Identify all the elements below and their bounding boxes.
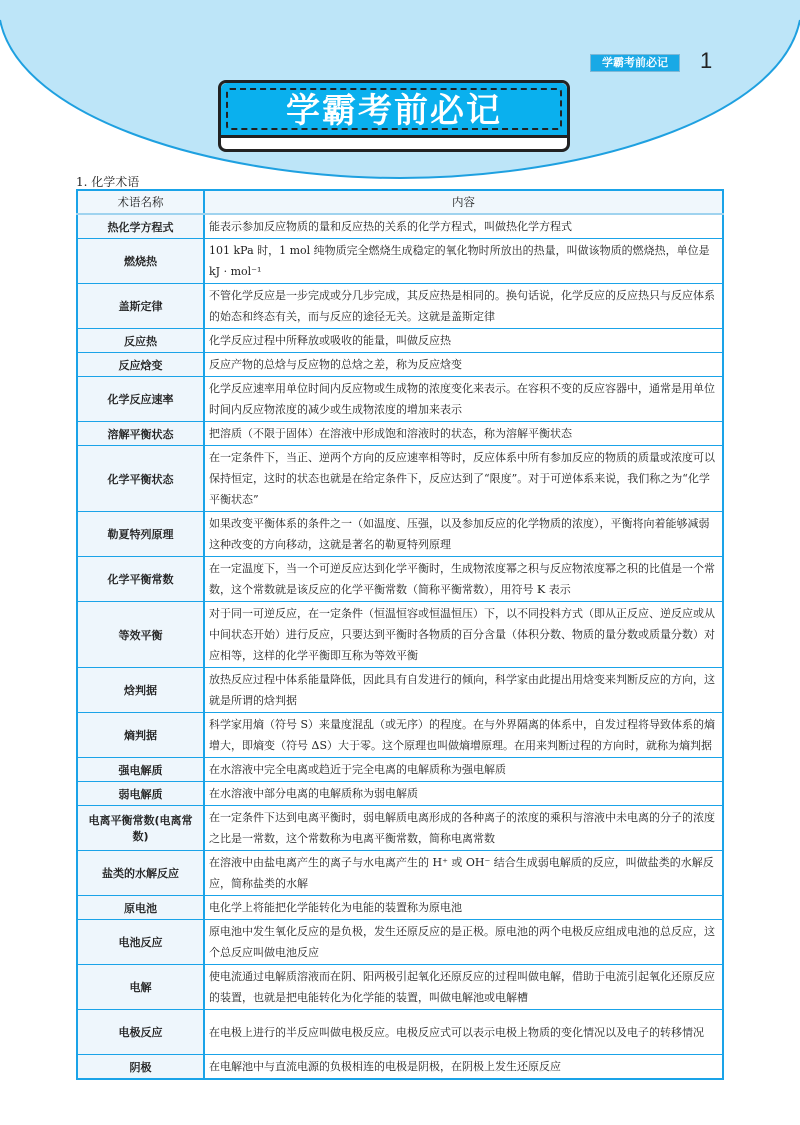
term-name: 焓判据 <box>77 668 204 713</box>
term-content: 原电池中发生氧化反应的是负极，发生还原反应的是正极。原电池的两个电极反应组成电池的总反应，这个总反应叫做电池反应 <box>204 920 723 965</box>
term-content: 如果改变平衡体系的条件之一（如温度、压强，以及参加反应的化学物质的浓度），平衡将向着能够减弱这种改变的方向移动，这就是著名的勒夏特列原理 <box>204 512 723 557</box>
table-row <box>77 668 723 713</box>
term-content: 化学反应速率用单位时间内反应物或生成物的浓度变化来表示。在容积不变的反应容器中，通常是用单位时间内反应物浓度的减少或生成物浓度的增加来表示 <box>204 377 723 422</box>
term-name: 电解 <box>77 965 204 1010</box>
term-name: 弱电解质 <box>77 782 204 806</box>
page-title: 学霸考前必记 <box>226 88 562 130</box>
term-name: 化学平衡常数 <box>77 557 204 602</box>
term-name: 熵判据 <box>77 713 204 758</box>
term-name: 溶解平衡状态 <box>77 422 204 446</box>
table-header <box>77 190 723 214</box>
term-content: 在溶液中由盐电离产生的离子与水电离产生的 H⁺ 或 OH⁻ 结合生成弱电解质的反应，叫做盐类的水解反应，简称盐类的水解 <box>204 851 723 896</box>
term-name: 热化学方程式 <box>77 214 204 239</box>
term-name: 化学反应速率 <box>77 377 204 422</box>
term-content: 101 kPa 时，1 mol 纯物质完全燃烧生成稳定的氧化物时所放出的热量，叫做该物质的燃烧热，单位是 kJ · mol⁻¹ <box>204 239 723 284</box>
term-content: 不管化学反应是一步完成或分几步完成，其反应热是相同的。换句话说，化学反应的反应热只与反应体系的始态和终态有关，而与反应的途径无关。这就是盖斯定律 <box>204 284 723 329</box>
term-name: 原电池 <box>77 896 204 920</box>
table-row <box>77 806 723 851</box>
term-name: 反应焓变 <box>77 353 204 377</box>
term-name: 化学平衡状态 <box>77 446 204 512</box>
column-header-term: 术语名称 <box>77 190 204 214</box>
page-number: 1 <box>700 48 713 73</box>
term-content: 对于同一可逆反应，在一定条件（恒温恒容或恒温恒压）下，以不同投料方式（即从正反应、逆反应或从中间状态开始）进行反应，只要达到平衡时各物质的百分含量（体积分数、物质的量分数或质量分数）对应相等，这样的化学平衡即互称为等效平衡 <box>204 602 723 668</box>
section-tag: 学霸考前必记 <box>590 54 680 72</box>
term-name: 电极反应 <box>77 1010 204 1055</box>
table-row <box>77 239 723 284</box>
term-content: 使电流通过电解质溶液而在阴、阳两极引起氧化还原反应的过程叫做电解，借助于电流引起氧化还原反应的装置，也就是把电能转化为化学能的装置，叫做电解池或电解槽 <box>204 965 723 1010</box>
table-row <box>77 1010 723 1055</box>
section-title: 1. 化学术语 <box>76 175 140 189</box>
term-content: 放热反应过程中体系能量降低，因此具有自发进行的倾向，科学家由此提出用焓变来判断反应的方向，这就是所谓的焓判据 <box>204 668 723 713</box>
term-name: 反应热 <box>77 329 204 353</box>
term-content: 反应产物的总焓与反应物的总焓之差，称为反应焓变 <box>204 353 723 377</box>
term-content: 在一定温度下，当一个可逆反应达到化学平衡时，生成物浓度幂之积与反应物浓度幂之积的比值是一个常数，这个常数就是该反应的化学平衡常数（简称平衡常数），用符号 K 表示 <box>204 557 723 602</box>
table-row <box>77 758 723 782</box>
term-content: 在一定条件下达到电离平衡时，弱电解质电离形成的各种离子的浓度的乘积与溶液中未电离的分子的浓度之比是一常数，这个常数称为电离平衡常数，简称电离常数 <box>204 806 723 851</box>
table-row <box>77 602 723 668</box>
term-content: 在一定条件下，当正、逆两个方向的反应速率相等时，反应体系中所有参加反应的物质的质量或浓度可以保持恒定，这时的状态也就是在给定条件下，反应达到了“限度”。对于可逆体系来说，我们称之为“化学平衡状态” <box>204 446 723 512</box>
table-row <box>77 851 723 896</box>
term-content: 在电解池中与直流电源的负极相连的电极是阴极，在阴极上发生还原反应 <box>204 1055 723 1080</box>
table-row <box>77 920 723 965</box>
title-banner <box>218 80 570 152</box>
table-row <box>77 896 723 920</box>
table-row <box>77 782 723 806</box>
term-name: 阴极 <box>77 1055 204 1080</box>
term-content: 能表示参加反应物质的量和反应热的关系的化学方程式，叫做热化学方程式 <box>204 214 723 239</box>
table-row <box>77 965 723 1010</box>
table-row <box>77 512 723 557</box>
column-header-content: 内容 <box>204 190 723 214</box>
term-content: 在水溶液中部分电离的电解质称为弱电解质 <box>204 782 723 806</box>
table-row <box>77 214 723 239</box>
term-name: 电池反应 <box>77 920 204 965</box>
table-row <box>77 713 723 758</box>
table-row <box>77 353 723 377</box>
term-name: 勒夏特列原理 <box>77 512 204 557</box>
terms-table <box>76 189 724 1080</box>
term-content: 在水溶液中完全电离或趋近于完全电离的电解质称为强电解质 <box>204 758 723 782</box>
table-row <box>77 329 723 353</box>
term-name: 盖斯定律 <box>77 284 204 329</box>
table-row <box>77 557 723 602</box>
table-row <box>77 1055 723 1080</box>
term-content: 把溶质（不限于固体）在溶液中形成饱和溶液时的状态，称为溶解平衡状态 <box>204 422 723 446</box>
table-row <box>77 284 723 329</box>
table-row <box>77 446 723 512</box>
term-name: 强电解质 <box>77 758 204 782</box>
table-row <box>77 422 723 446</box>
term-name: 盐类的水解反应 <box>77 851 204 896</box>
table-row <box>77 377 723 422</box>
term-content: 在电极上进行的半反应叫做电极反应。电极反应式可以表示电极上物质的变化情况以及电子的转移情况 <box>204 1010 723 1055</box>
term-content: 电化学上将能把化学能转化为电能的装置称为原电池 <box>204 896 723 920</box>
term-name: 电离平衡常数(电离常数) <box>77 806 204 851</box>
term-name: 燃烧热 <box>77 239 204 284</box>
term-content: 化学反应过程中所释放或吸收的能量，叫做反应热 <box>204 329 723 353</box>
term-content: 科学家用熵（符号 S）来量度混乱（或无序）的程度。在与外界隔离的体系中，自发过程将导致体系的熵增大，即熵变（符号 ΔS）大于零。这个原理也叫做熵增原理。在用来判断过程的方向时，就称为熵判据 <box>204 713 723 758</box>
term-name: 等效平衡 <box>77 602 204 668</box>
